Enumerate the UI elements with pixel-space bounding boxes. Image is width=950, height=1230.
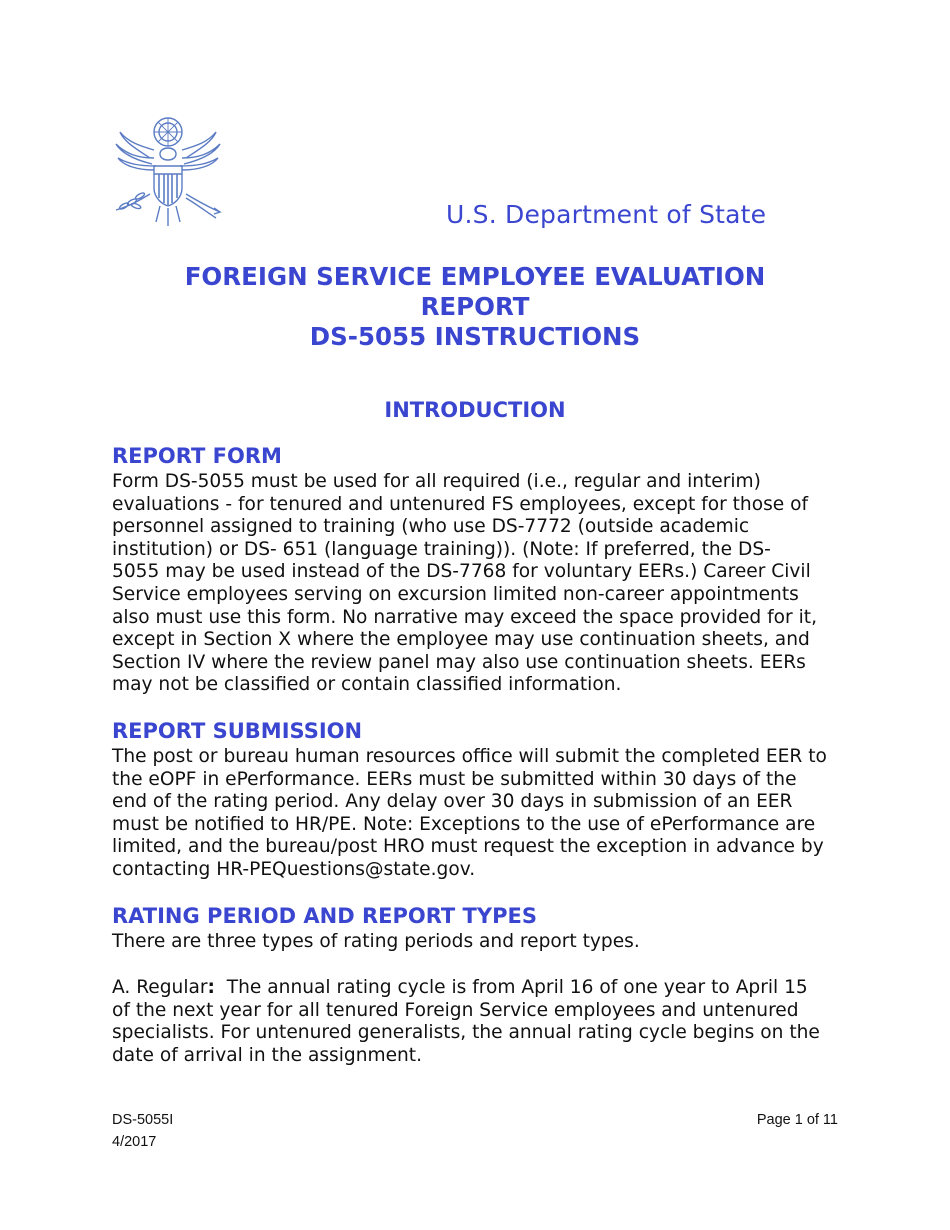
heading-rating-period: RATING PERIOD AND REPORT TYPES (112, 904, 537, 928)
title-line: DS-5055 INSTRUCTIONS (309, 322, 641, 351)
text-line: the eOPF in ePerformance. EERs must be submitted within 30 days of the (112, 768, 797, 790)
text-line: date of arrival in the assignment. (112, 1044, 423, 1066)
title-line: REPORT (420, 292, 530, 321)
text-line: also must use this form. No narrative may exceed the space provided for it, (112, 606, 817, 628)
title-line: FOREIGN SERVICE EMPLOYEE EVALUATION (184, 262, 766, 291)
text-line: evaluations - for tenured and untenured FS employees, except for those of (112, 493, 809, 515)
text-line: may not be classified or contain classified information. (112, 674, 622, 696)
paragraph-report-form (112, 471, 852, 697)
text-line: specialists. For untenured generalists, the annual rating cycle begins on the (112, 1022, 820, 1044)
footer-form-info (112, 1109, 173, 1153)
section-title-introduction: INTRODUCTION (384, 398, 566, 422)
regular-label: A. Regular (112, 977, 208, 998)
text-line: 5055 may be used instead of the DS-7768 for voluntary EERs.) Career Civil (112, 561, 811, 583)
footer-page-number: Page 1 of 11 (756, 1112, 838, 1128)
text-line: must be notified to HR/PE. Note: Exceptions to the use of ePerformance are (112, 813, 816, 835)
text-line: end of the rating period. Any delay over 30 days in submission of an EER (112, 791, 793, 813)
heading-report-submission: REPORT SUBMISSION (112, 719, 363, 743)
text-line: limited, and the bureau/post HRO must request the exception in advance by (112, 836, 824, 858)
text-line: contacting HR-PEQuestions@state.gov. (112, 858, 476, 880)
department-name: U.S. Department of State (446, 200, 767, 229)
heading-report-form: REPORT FORM (112, 444, 282, 468)
text-line: There are three types of rating periods and report types. (112, 931, 640, 952)
footer-date: 4/2017 (112, 1134, 157, 1150)
regular-text: The annual rating cycle is from April 16 of one year to April 15 (214, 977, 808, 998)
text-line: The post or bureau human resources office will submit the completed EER to (112, 746, 827, 767)
text-line: of the next year for all tenured Foreign Service employees and untenured (112, 999, 799, 1021)
text-line: Form DS-5055 must be used for all required (i.e., regular and interim) (112, 471, 761, 492)
paragraph-report-submission (112, 746, 852, 882)
text-line: personnel assigned to training (who use DS-7772 (outside academic (112, 516, 750, 538)
footer-form-number: DS-5055I (112, 1112, 174, 1128)
document-title (0, 262, 950, 352)
paragraph-rating-intro (112, 931, 852, 954)
text-line (112, 977, 852, 1000)
paragraph-regular (112, 977, 852, 1067)
regular-colon: : (207, 977, 215, 998)
text-line: Section IV where the review panel may also use continuation sheets. EERs (112, 651, 806, 673)
text-line: except in Section X where the employee may use continuation sheets, and (112, 629, 810, 651)
text-line: Service employees serving on excursion limited non-career appointments (112, 583, 799, 605)
state-department-seal (110, 110, 226, 228)
text-line: institution) or DS- 651 (language training)). (Note: If preferred, the DS- (112, 538, 771, 560)
